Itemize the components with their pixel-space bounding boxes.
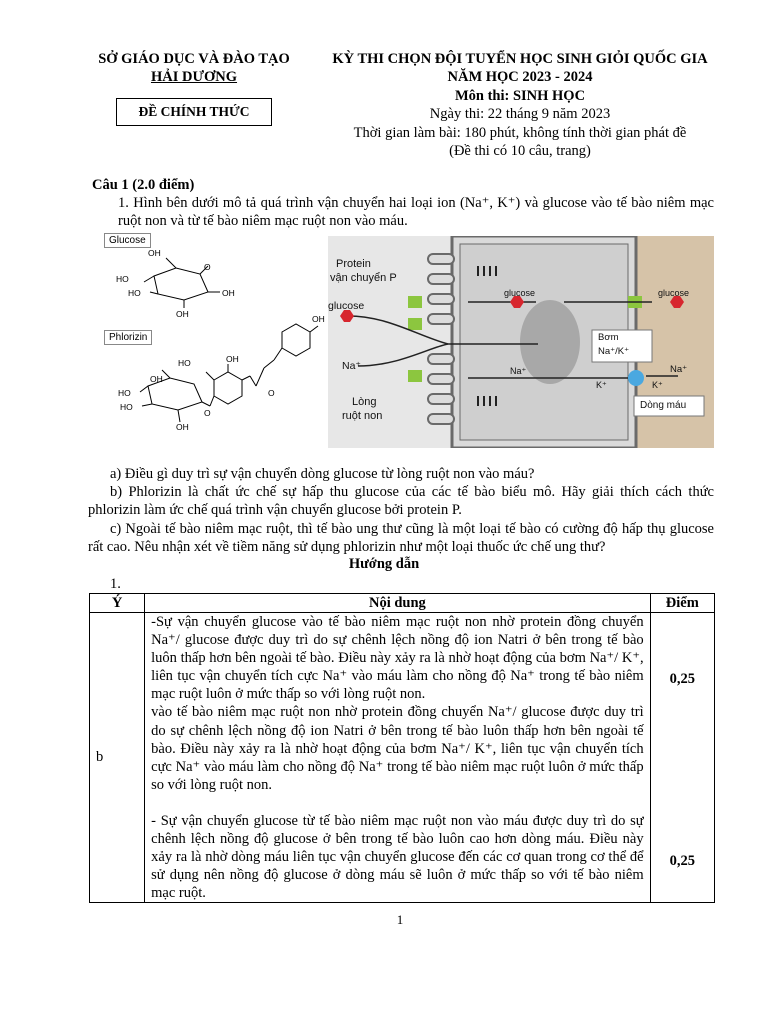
exam-title: KỲ THI CHỌN ĐỘI TUYỂN HỌC SINH GIỎI QUỐC GIA [332,51,708,67]
row-label: b [90,613,145,903]
col-header-score: Điểm [650,594,714,613]
answer-table [89,593,715,903]
exam-date: Ngày thi: 22 tháng 9 năm 2023 [429,106,611,123]
oh-label: OH [176,422,189,432]
cell-diagram [328,236,714,448]
o-label: O [204,408,211,418]
k-cell-label: K⁺ [596,380,607,390]
k-blood-label: K⁺ [652,380,663,390]
table-header-row [90,594,715,613]
score-cell [650,613,714,903]
exam-pages-note: (Đề thi có 10 câu, trang) [449,143,591,160]
ho-label: HO [120,402,133,412]
table-row [90,613,715,903]
glucose-lumen-label: glucose [328,300,365,312]
question-part-c: c) Ngoài tế bào niêm mạc ruột, thì tế bào ung thư cũng là một loại tế bào có cường độ hấp thụ glucose rất cao. Nêu nhận xét về tiềm năng sử dụng phlorizin như một loại thuốc ức chế ung thư? [88,521,714,556]
o-label: O [268,388,275,398]
ho-label: HO [116,274,129,284]
oh-label: OH [150,374,163,384]
pump-label-2: Na⁺/K⁺ [598,346,630,357]
oh-label: OH [226,354,239,364]
glucose-structure-label: Glucose [104,233,151,248]
lumen-label-2: ruột non [342,410,383,422]
transport-diagram [328,236,714,448]
col-header-item: Ý [90,594,145,613]
issuing-department [84,50,304,86]
department-name: SỞ GIÁO DỤC VÀ ĐÀO TẠO [98,51,290,67]
school-year: NĂM HỌC 2023 - 2024 [447,69,593,86]
oh-label: OH [222,288,235,298]
glucose-blood-label: glucose [658,288,690,298]
na-blood-label: Na⁺ [670,364,688,375]
department-province: HẢI DƯƠNG [150,69,238,85]
question-part-b: b) Phlorizin là chất ức chế sự hấp thu glucose của các tế bào biểu mô. Hãy giải thích cách thức phlorizin làm ức chế quá trình vận chuyển glucose bởi protein P. [88,484,714,519]
ho-label: HO [118,388,131,398]
pump-label: Bơm [598,332,619,343]
answer-content [145,613,650,903]
phlorizin-structure-label: Phlorizin [104,330,152,345]
glucose-cell-label: glucose [504,288,536,298]
answer-para-2: vào tế bào niêm mạc ruột non nhờ protein đồng chuyển Na⁺/ glucose được duy trì do sự chênh lệch nồng độ ion Natri ở bên trong tế bào luôn thấp hơn bên ngoài tế bào. Điều này xảy ra là nhờ hoạt động của bơm Na⁺/ K⁺, liên tục vận chuyển tích cực Na⁺ vào máu làm cho nồng độ Na⁺ trong tế bào niêm mạc ruột luôn ở mức thấp so với lòng ruột non. [151,704,644,793]
guide-number: 1. [110,576,121,592]
question-part-a: a) Điều gì duy trì sự vận chuyển dòng glucose từ lòng ruột non vào máu? [110,466,535,482]
transport-figure [96,230,714,448]
o-label: O [204,262,211,272]
exam-header [306,50,734,160]
na-lumen-label: Na⁺ [342,360,361,372]
guide-title: Hướng dẫn [348,556,420,572]
question-intro: 1. Hình bên dưới mô tả quá trình vận chuyển hai loại ion (Na⁺, K⁺) và glucose vào tế bào niêm mạc ruột non và từ tế bào niêm mạc ruột non vào máu. [118,195,714,230]
lumen-label: Lòng [352,396,377,408]
answer-para-3: - Sự vận chuyển glucose từ tế bào niêm mạc ruột non vào máu được duy trì do sự chênh lệch nồng độ glucose ở bên trong tế bào luôn cao hơn dòng máu. Điều này xảy ra là nhờ dòng máu liên tục vận chuyển glucose đến các cơ quan trong cơ thể để sử dụng nên nồng độ glucose ở dòng máu sẽ luôn ở mức thấp so với tế bào niêm mạc ruột. [151,812,644,902]
answer-para-1: -Sự vận chuyển glucose vào tế bào niêm mạc ruột non nhờ protein đồng chuyển Na⁺/ glucose được duy trì do sự chênh lệch nồng độ ion Natri ở bên trong tế bào luôn thấp hơn bên ngoài tế bào. Điều này xảy ra là nhờ hoạt động của bơm Na⁺/ K⁺, liên tục vận chuyển tích cực Na⁺ vào máu làm cho nồng độ Na⁺ trong tế bào niêm mạc ruột luôn ở mức thấp so với lòng ruột non. [151,614,644,703]
ho-label: HO [178,358,191,368]
chemical-structures [96,230,328,448]
col-header-content: Nội dung [145,594,650,613]
exam-subject: Môn thi: SINH HỌC [454,87,586,104]
score-1: 0,25 [669,671,695,687]
ho-label: HO [128,288,141,298]
page-number: 1 [396,912,404,927]
exam-duration: Thời gian làm bài: 180 phút, không tính thời gian phát đề [353,124,687,141]
question-title: Câu 1 (2.0 điểm) [92,177,195,193]
oh-label: OH [176,309,189,319]
protein-p-label: Protein [336,258,371,270]
oh-label: OH [312,314,325,324]
blood-label: Dòng máu [640,400,687,411]
protein-p-label-2: vận chuyển P [330,272,397,284]
oh-label: OH [148,248,161,258]
na-cell-label: Na⁺ [510,366,527,376]
official-exam-box: ĐỀ CHÍNH THỨC [116,98,272,126]
score-2: 0,25 [669,853,695,869]
